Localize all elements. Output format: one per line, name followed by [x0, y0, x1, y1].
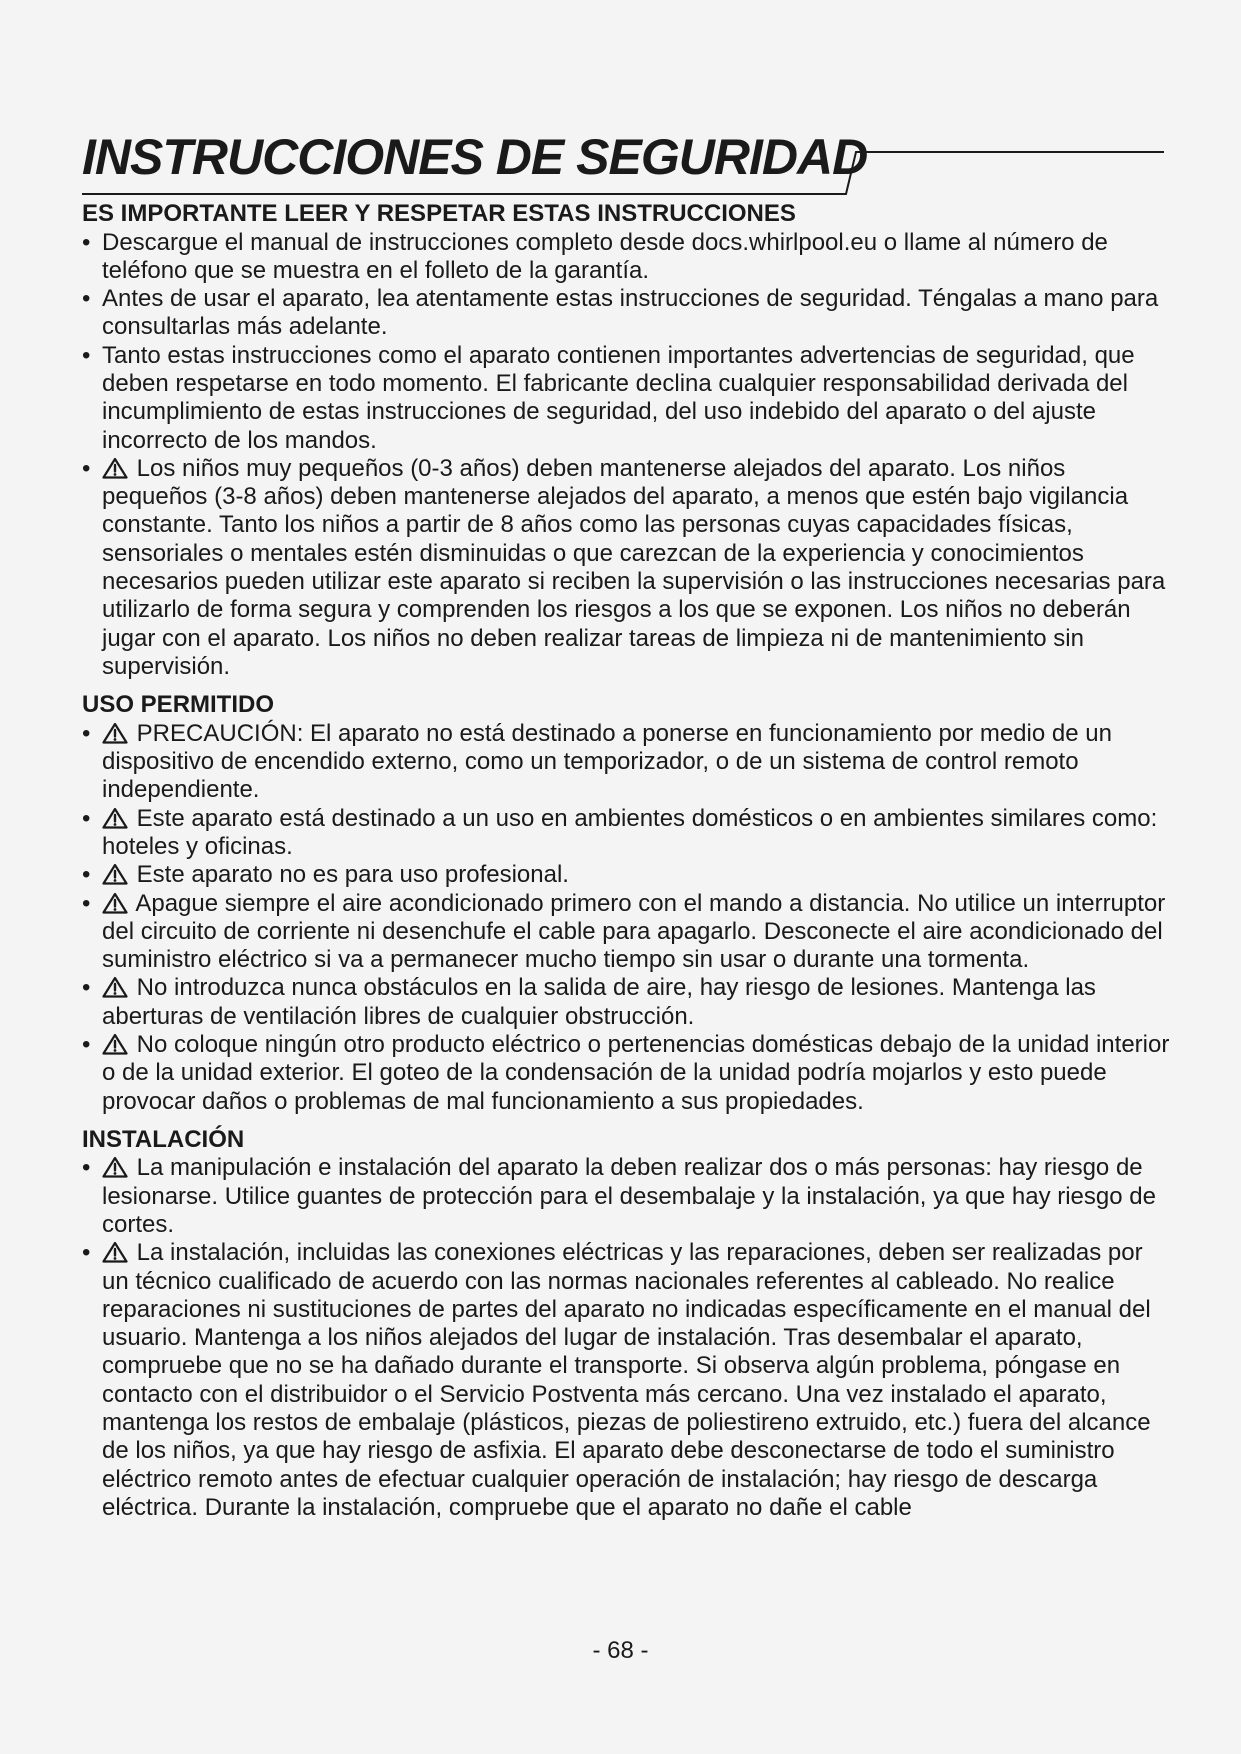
bullet: • — [82, 889, 91, 917]
list-item — [82, 229, 1172, 286]
page-title: INSTRUCCIONES DE SEGURIDAD — [82, 129, 868, 185]
bullet: • — [82, 1154, 91, 1182]
list-item-text: Antes de usar el aparato, lea atentamente estas instrucciones de seguridad. Téngalas a mano para consultarlas más adelante. — [102, 285, 1159, 341]
section-heading-installation: INSTALACIÓN — [82, 1125, 245, 1153]
warning-triangle-icon — [102, 863, 128, 885]
warning-triangle-icon — [102, 1241, 128, 1263]
warning-triangle-icon — [102, 807, 128, 829]
warning-triangle-icon — [102, 722, 128, 744]
bullet: • — [82, 974, 91, 1002]
important-list — [82, 229, 1172, 682]
bullet: • — [82, 804, 91, 832]
page-number: - 68 - — [592, 1637, 649, 1664]
list-item-text: No coloque ningún otro producto eléctrico o pertenencias domésticas debajo de la unidad interior o de la unidad exterior. El goteo de la condensación de la unidad podría mojarlos y esto puede provocar daños o problemas de mal funcionamiento a sus propiedades. — [102, 1031, 1170, 1115]
list-item-text: Tanto estas instrucciones como el aparato contienen importantes advertencias de seguridad, que deben respetarse en todo momento. El fabricante declina cualquier responsabilidad derivada del incumplimiento de estas instrucciones de seguridad, del uso indebido del aparato o del ajuste incorrecto de los mandos. — [102, 341, 1135, 454]
bullet: • — [82, 285, 91, 313]
list-item-text: Este aparato no es para uso profesional. — [136, 861, 569, 889]
warning-triangle-icon — [102, 892, 128, 914]
section-heading-permitted-use: USO PERMITIDO — [82, 691, 275, 719]
list-item-text: La instalación, incluidas las conexiones eléctricas y las reparaciones, deben ser realizadas por un técnico cualificado de acuerdo con las normas nacionales referentes al cableado. No realice reparaciones ni sustituciones de partes del aparato no indicadas específicamente en el manual del usuario. Mantenga a los niños alejados del lugar de instalación. Tras desembalar el aparato, compruebe que no se ha dañado durante el transporte. Si observa algún problema, póngase en contacto con el distribuidor o el Servicio Postventa más cercano. Una vez instalado el aparato, mantenga los restos de embalaje (plásticos, piezas de poliestireno extruido, etc.) fuera del alcance de los niños, ya que hay riesgo de asfixia. El aparato debe desconectarse de todo el suministro eléctrico remoto antes de efectuar cualquier operación de instalación; hay riesgo de descarga eléctrica. Durante la instalación, compruebe que el aparato no dañe el cable — [102, 1239, 1151, 1521]
list-item — [82, 890, 1172, 975]
bullet: • — [82, 341, 91, 369]
bullet: • — [82, 719, 91, 747]
list-item-text: Este aparato está destinado a un uso en ambientes domésticos o en ambientes similares como: hoteles y oficinas. — [102, 804, 1158, 860]
bullet: • — [82, 1239, 91, 1267]
list-item-text: PRECAUCIÓN: El aparato no está destinado a ponerse en funcionamiento por medio de un dispositivo de encendido externo, como un temporizador, o de un sistema de control remoto independiente. — [102, 719, 1112, 804]
list-item — [82, 720, 1172, 805]
bullet: • — [82, 228, 91, 256]
section-heading-important: ES IMPORTANTE LEER Y RESPETAR ESTAS INSTRUCCIONES — [82, 200, 796, 227]
list-item — [82, 455, 1172, 681]
list-item — [82, 342, 1172, 455]
permitted-use-list — [82, 720, 1172, 1116]
list-item — [82, 1031, 1172, 1116]
list-item — [82, 805, 1172, 862]
warning-triangle-icon — [102, 976, 128, 998]
warning-triangle-icon — [102, 1156, 128, 1178]
list-item — [82, 974, 1172, 1031]
installation-list — [82, 1154, 1172, 1522]
title-row — [82, 128, 1164, 196]
list-item — [82, 1154, 1172, 1239]
warning-triangle-icon — [102, 1033, 128, 1055]
bullet: • — [82, 1031, 91, 1059]
list-item — [82, 1239, 1172, 1522]
bullet: • — [82, 861, 91, 889]
list-item — [82, 861, 1172, 889]
bullet: • — [82, 454, 91, 482]
list-item-text: Descargue el manual de instrucciones completo desde docs.whirlpool.eu o llame al número de teléfono que se muestra en el folleto de la garantía. — [102, 228, 1108, 284]
document-content — [82, 200, 1172, 1522]
list-item-text: Apague siempre el aire acondicionado primero con el mando a distancia. No utilice un interruptor del circuito de corriente ni desenchufe el cable para apagarlo. Desconecte el aire acondicionado del suministro eléctrico si va a permanecer mucho tiempo sin usar o durante una tormenta. — [102, 889, 1166, 974]
list-item-text: No introduzca nunca obstáculos en la salida de aire, hay riesgo de lesiones. Mantenga las aberturas de ventilación libres de cualquier obstrucción. — [102, 974, 1096, 1030]
list-item-text: Los niños muy pequeños (0-3 años) deben mantenerse alejados del aparato. Los niños pequeños (3-8 años) deben mantenerse alejados del aparato, a menos que estén bajo vigilancia constante. Tanto los niños a partir de 8 años como las personas cuyas capacidades físicas, sensoriales o mentales estén disminuidas o que carezcan de la experiencia y conocimientos necesarios pueden utilizar este aparato si reciben la supervisión o las instrucciones necesarias para utilizarlo de forma segura y comprenden los riesgos a los que se exponen. Los niños no deberán jugar con el aparato. Los niños no deben realizar tareas de limpieza ni de mantenimiento sin supervisión. — [102, 454, 1166, 680]
list-item — [82, 285, 1172, 342]
warning-triangle-icon — [102, 457, 128, 479]
list-item-text: La manipulación e instalación del aparato la deben realizar dos o más personas: hay riesgo de lesionarse. Utilice guantes de protección para el desembalaje y la instalación, ya que hay riesgo de cortes. — [102, 1154, 1156, 1238]
